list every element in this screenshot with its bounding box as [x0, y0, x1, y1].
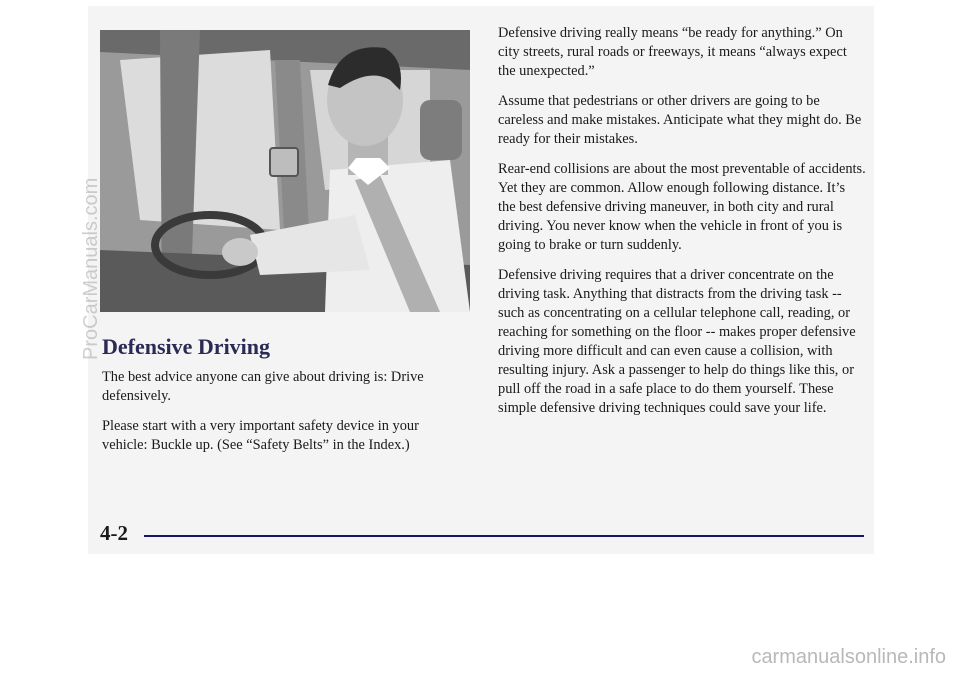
bottom-watermark: carmanualsonline.info: [751, 646, 946, 668]
right-column: [498, 24, 866, 429]
side-watermark: ProCarManuals.com: [80, 177, 102, 360]
paragraph: Rear-end collisions are about the most preventable of accidents. Yet they are common. Allow enough following distance. It’s the best defensive driving maneuver, in both city and rural driving. You never know when the vehicle in front of you is going to brake or turn suddenly.: [498, 161, 866, 253]
driver-illustration: [100, 30, 470, 312]
section-heading: Defensive Driving: [102, 334, 271, 359]
paragraph: Defensive driving really means “be ready for anything.” On city streets, rural roads or freeways, it means “always expect the unexpected.”: [498, 25, 847, 79]
paragraph: Please start with a very important safety device in your vehicle: Buckle up. (See “Safety Belts” in the Index.): [102, 418, 419, 453]
paragraph: The best advice anyone can give about driving is: Drive defensively.: [102, 369, 424, 404]
footer-rule: [144, 535, 864, 537]
paragraph: Assume that pedestrians or other drivers are going to be careless and make mistakes. Anticipate what they might do. Be ready for their mistakes.: [498, 93, 862, 147]
page-number: 4-2: [100, 521, 128, 545]
left-column: [102, 368, 464, 466]
paragraph: Defensive driving requires that a driver concentrate on the driving task. Anything that distracts from the driving task -- such as concentrating on a cellular telephone call, reading, or reaching for something on the floor -- makes proper defensive driving more difficult and can even cause a collision, with resulting injury. Ask a passenger to help do things like this, or pull off the road in a safe place to do them yourself. These simple defensive driving techniques could save your life.: [498, 267, 856, 416]
